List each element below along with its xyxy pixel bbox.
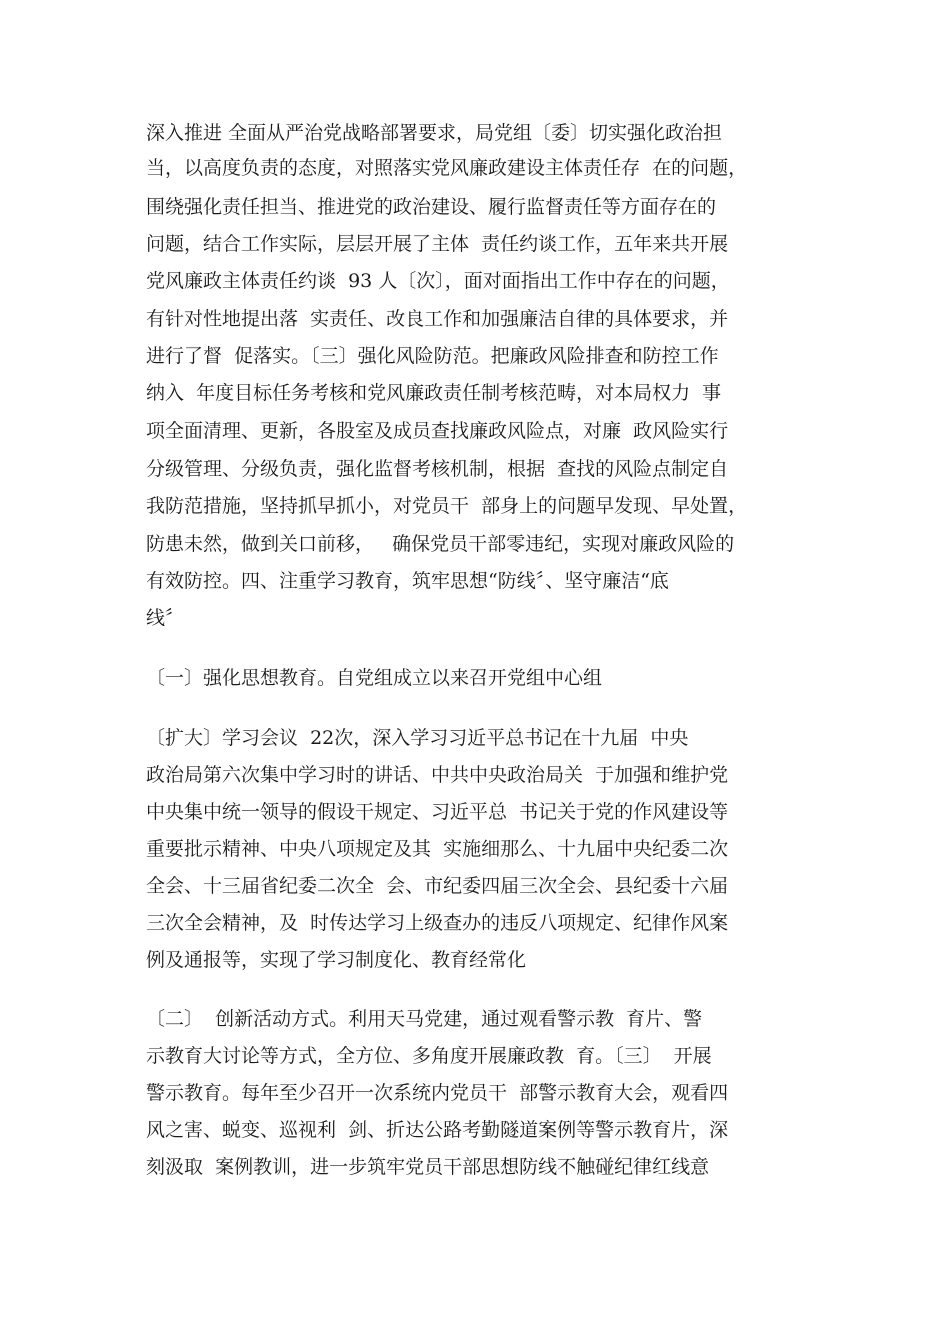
- text-line: 防患未然，做到关口前移， 确保党员干部零违纪，实现对廉政风险的: [146, 533, 735, 555]
- text-line: 线〞: [146, 607, 185, 629]
- text-line: 〔扩大〕学习会议 22次，深入学习习近平总书记在十九届 中央: [146, 727, 689, 749]
- text-line: 我防范措施，坚持抓早抓小，对党员干 部身上的问题早发现、早处置，: [146, 495, 748, 517]
- text-line: 三次全会精神，及 时传达学习上级查办的违反八项规定、纪律作风案: [146, 912, 729, 934]
- text-line: 党风廉政主体责任约谈 93 人〔次〕，面对面指出工作中存在的问题，: [146, 270, 730, 292]
- text-line: 当，以高度负责的态度，对照落实党风廉政建设主体责任存 在的问题，: [146, 157, 748, 179]
- text-line: 例及通报等，实现了学习制度化、教育经常化: [146, 949, 527, 971]
- text-line: 深入推进 全面从严治党战略部署要求，局党组〔委〕切实强化政治担: [146, 122, 723, 144]
- text-line: 全会、十三届省纪委二次全 会、市纪委四届三次全会、县纪委十六届: [146, 875, 729, 897]
- text-line: 〔二〕 创新活动方式。利用天马党建，通过观看警示教 育片、警: [146, 1008, 703, 1030]
- text-line: 风之害、蜕变、巡视利 剑、折达公路考勤隧道案例等警示教育片，深: [146, 1119, 729, 1141]
- text-line: 项全面清理、更新，各股室及成员查找廉政风险点，对廉 政风险实行: [146, 420, 729, 442]
- text-line: 进行了督 促落实。〔三〕强化风险防范。把廉政风险排查和防控工作: [146, 345, 719, 367]
- text-line: 刻汲取 案例教训，进一步筑牢党员干部思想防线不触碰纪律红线意: [146, 1156, 710, 1178]
- text-line: 问题，结合工作实际，层层开展了主体 责任约谈工作，五年来共开展: [146, 233, 729, 255]
- text-line: 警示教育。每年至少召开一次系统内党员干 部警示教育大会，观看四: [146, 1082, 729, 1104]
- text-line: 有效防控。四、注重学习教育，筑牢思想“防线〞、坚守廉洁“底: [146, 570, 669, 592]
- text-line: 纳入 年度目标任务考核和党风廉政责任制考核范畴，对本局权力 事: [146, 382, 722, 404]
- text-line: 有针对性地提出落 实责任、改良工作和加强廉洁自律的具体要求，并: [146, 308, 729, 330]
- text-line: 示教育大讨论等方式，全方位、多角度开展廉政教 育。〔三〕 开展: [146, 1045, 712, 1067]
- text-line: 重要批示精神、中央八项规定及其 实施细那么、十九届中央纪委二次: [146, 838, 729, 860]
- text-line: 分级管理、分级负责，强化监督考核机制，根据 查找的风险点制定自: [146, 458, 729, 480]
- paragraph-heading: 〔一〕强化思想教育。自党组成立以来召开党组中心组: [146, 667, 603, 689]
- text-line: 政治局第六次集中学习时的讲话、中共中央政治局关 于加强和维护党: [146, 764, 729, 786]
- text-line: 中央集中统一领导的假设干规定、习近平总 书记关于党的作风建设等: [146, 801, 729, 823]
- text-line: 围绕强化责任担当、推进党的政治建设、履行监督责任等方面存在的: [146, 196, 717, 218]
